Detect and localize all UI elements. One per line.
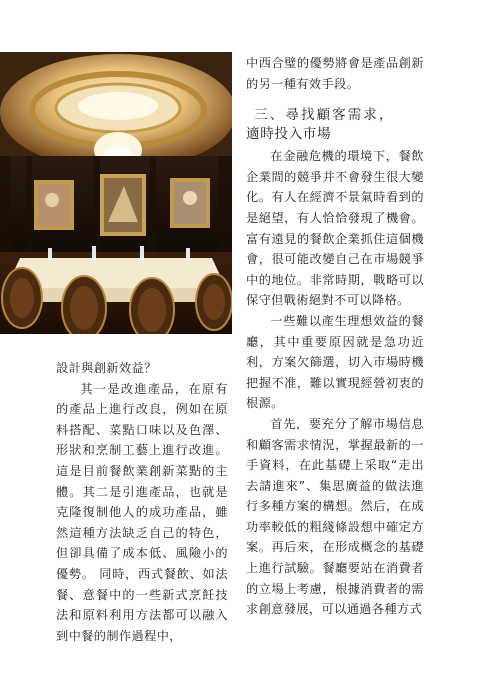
section-heading xyxy=(246,106,424,144)
right-text-column xyxy=(246,53,424,620)
lead-line: 設計與創新效益？ xyxy=(56,361,157,375)
intro-paragraph: 中西合璧的優勢將會是產品創新的另一種有效手段。 xyxy=(246,56,424,91)
paragraph: 在金融危機的環境下，餐飲企業間的競爭并不會發生很大變化。有人在經濟不景氣時看到的是絕望，有人恰恰發現了機會。富有遠見的餐飲企業抓住這個機會，很可能改變自己在市場競爭中的地位。非常時期，戰略可以保守但戰術絕對不可以降格。 xyxy=(246,149,424,308)
paragraph: 其一是改進產品，在原有的產品上進行改良，例如在原料搭配、菜點口味以及色澤、形狀和烹制工藝上進行改進。這是目前餐飲業創新菜點的主體。其二是引進產品，也就是克隆復制他人的成功產品，雖然這種方法缺乏自己的特色，但卻具備了成本低、風險小的優勢。 同時，西式餐飲、如法餐、意餐中的一些新式烹飪技法和原料利用方法都可以融入到中餐的制作過程中， xyxy=(56,381,228,643)
section-heading-line1: 三、尋找顧客需求， xyxy=(254,107,395,124)
section-heading-line2: 適時投入市場 xyxy=(246,126,332,143)
restaurant-interior-illustration xyxy=(0,52,232,334)
paragraph: 一些難以產生理想效益的餐廳，其中重要原因就是急功近利，方案欠篩選，切入市場時機把握不准，難以實現經營初衷的根源。 xyxy=(246,313,424,411)
left-text-column xyxy=(56,358,228,646)
paragraph: 首先，要充分了解市場信息和顧客需求情況，掌握最新的一手資料，在此基礎上采取“走出去請進來”、集思廣益的做法進行多種方案的構想。然后，在成功率較低的粗綫條設想中確定方案。再后來，在形成概念的基礎上進行試驗。餐廳要站在消費者的立場上考慮，根據消費者的需求創意發展，可以通過各種方式 xyxy=(246,416,424,617)
restaurant-photo xyxy=(0,52,232,334)
